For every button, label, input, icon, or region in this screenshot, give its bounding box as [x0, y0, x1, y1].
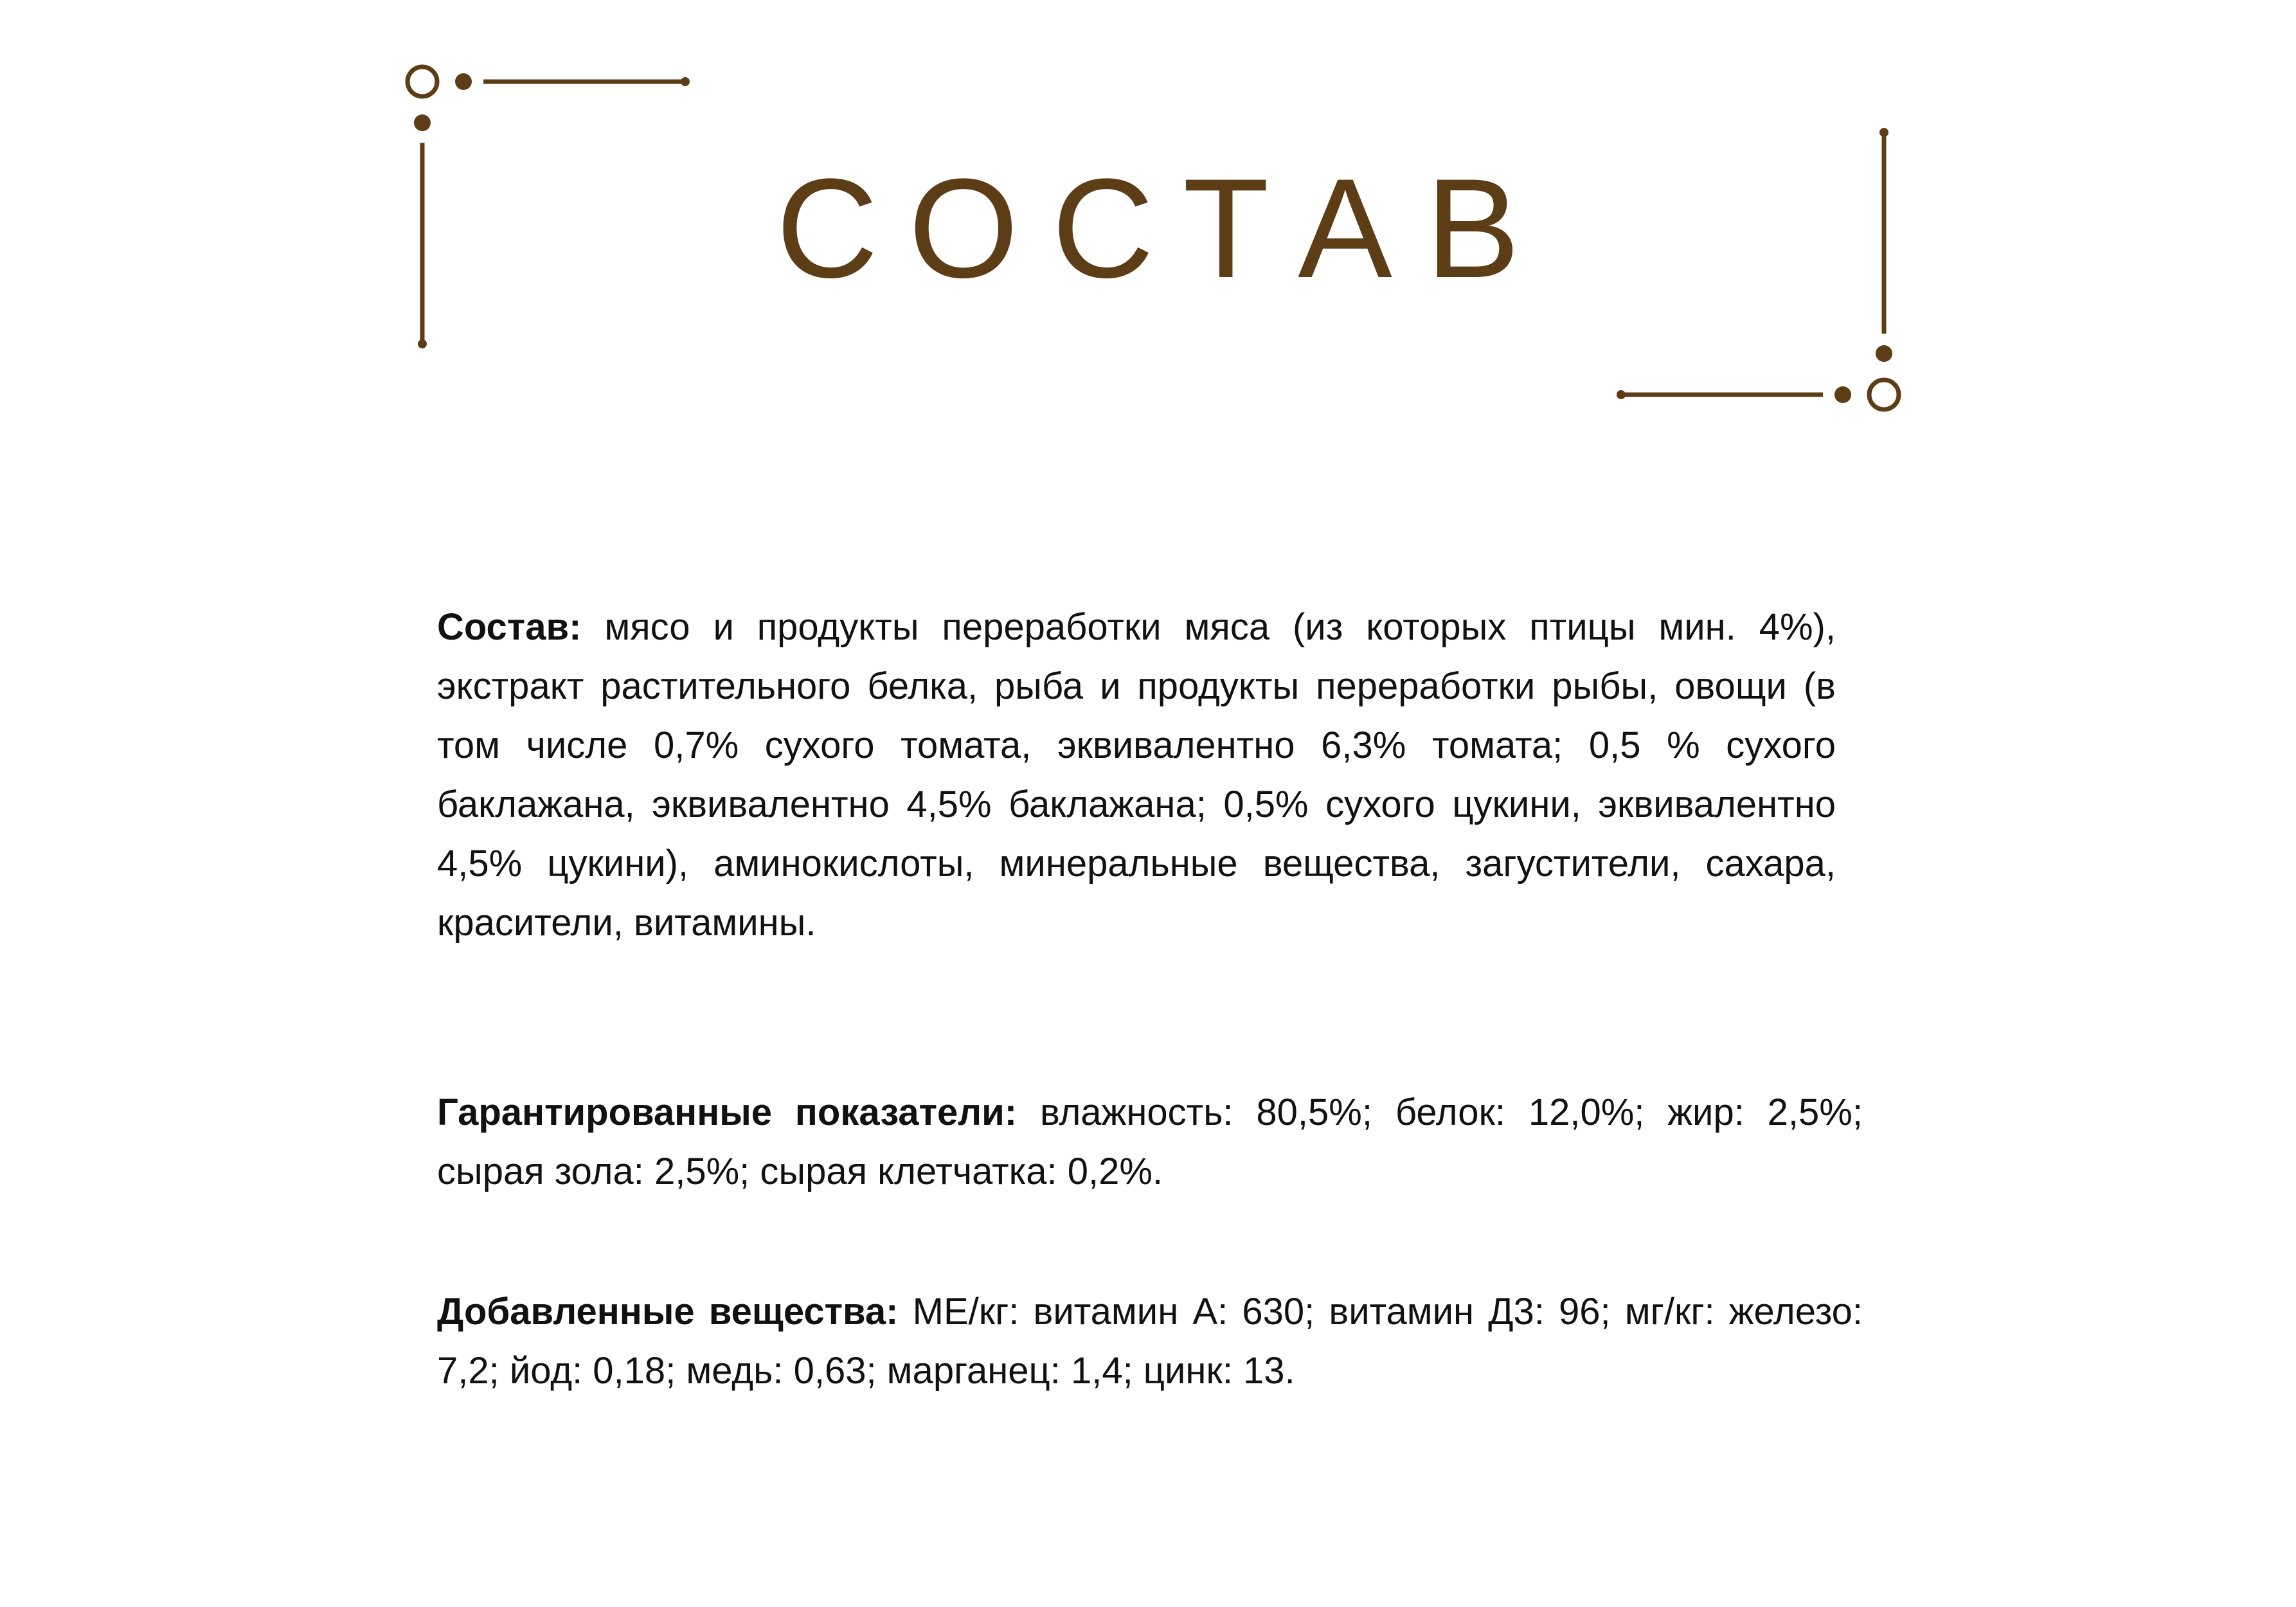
additives-text: МЕ/кг: витамин А: 630; витамин Д3: 96; мг/кг: железо: 7,2; йод: 0,18; медь: 0,63; марганец: 1,4; цинк: 13. [437, 1291, 1863, 1392]
page-title: СОСТАВ [776, 149, 1554, 307]
composition-text: мясо и продукты переработки мяса (из которых птицы мин. 4%), экстракт растительного белка, рыба и продукты переработки рыбы, овощи (в том числе 0,7% сухого томата, эквивалентно 6,3% томата; 0,5 % сухого баклажана, эквивалентно 4,5% баклажана; 0,5% сухого цукини, эквивалентно 4,5% цукини), аминокислоты, минеральные вещества, загустители, сахара, красители, витамины. [437, 606, 1836, 944]
guaranteed-values-text: влажность: 80,5%; белок: 12,0%; жир: 2,5%; сырая зола: 2,5%; сырая клетчатка: 0,2%. [437, 1091, 1863, 1192]
additives-section [437, 1282, 1863, 1401]
composition-label: Состав: [437, 606, 582, 648]
additives-label: Добавленные вещества: [437, 1291, 899, 1333]
guaranteed-values-label: Гарантированные показатели: [437, 1091, 1018, 1133]
guaranteed-values-section [437, 1083, 1863, 1201]
composition-section [437, 598, 1836, 953]
